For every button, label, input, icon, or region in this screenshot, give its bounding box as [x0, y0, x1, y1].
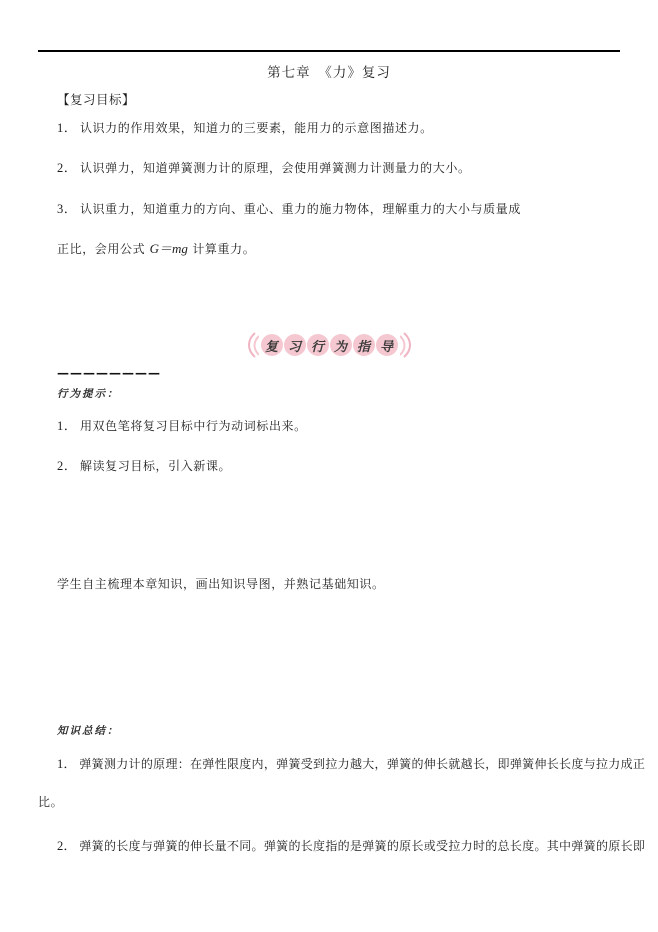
review-goal-item — [57, 160, 471, 176]
review-goal-continuation — [57, 241, 255, 257]
badge-char: 为 — [330, 334, 352, 356]
review-goal-item — [57, 120, 433, 136]
page-title: 第七章 《力》复习 — [267, 65, 391, 81]
item-text: 认识力的作用效果，知道力的三要素，能用力的示意图描述力。 — [79, 121, 433, 135]
behavior-tip-item — [57, 418, 307, 434]
review-goal-item — [57, 201, 521, 217]
item-text: 认识重力，知道重力的方向、重心、重力的施力物体，理解重力的大小与质量成 — [79, 202, 521, 216]
badge-char: 导 — [376, 334, 398, 356]
badge-char: 指 — [353, 334, 375, 356]
badge-char: 复 — [261, 334, 283, 356]
behavior-tips-heading: 行为提示： — [57, 388, 120, 400]
knowledge-summary-heading: 知识总结： — [57, 725, 120, 737]
dashed-divider: ———————— — [57, 366, 161, 380]
badge-right-flourish-icon — [400, 330, 414, 360]
knowledge-summary-item-wrap: 比。 — [38, 795, 64, 809]
behavior-tip-item — [57, 458, 231, 474]
item-text: 用双色笔将复习目标中行为动词标出来。 — [79, 419, 307, 433]
item-number: 1． — [57, 121, 77, 135]
continuation-post: 计算重力。 — [187, 242, 256, 256]
knowledge-summary-item — [57, 838, 645, 854]
badge-char: 习 — [284, 334, 306, 356]
item-number: 2． — [57, 161, 77, 175]
item-text: 弹簧的长度与弹簧的伸长量不同。弹簧的长度指的是弹簧的原长或受拉力时的总长度。其中弹簧的原长即 — [79, 839, 646, 853]
badge-left-flourish-icon — [245, 330, 259, 360]
student-task-line: 学生自主梳理本章知识，画出知识导图，并熟记基础知识。 — [57, 577, 385, 591]
item-number: 3． — [57, 202, 77, 216]
item-number: 1． — [57, 757, 77, 771]
top-rule — [38, 50, 620, 52]
item-number: 2． — [57, 839, 77, 853]
gravity-formula: G＝mg — [149, 241, 188, 256]
item-text: 认识弹力，知道弹簧测力计的原理，会使用弹簧测力计测量力的大小。 — [79, 161, 471, 175]
item-text: 解读复习目标，引入新课。 — [79, 459, 232, 473]
review-guidance-badge — [0, 330, 658, 360]
continuation-pre: 正比，会用公式 — [57, 242, 150, 256]
badge-char: 行 — [307, 334, 329, 356]
knowledge-summary-item — [57, 756, 645, 772]
item-number: 1． — [57, 419, 77, 433]
item-text: 弹簧测力计的原理：在弹性限度内，弹簧受到拉力越大，弹簧的伸长就越长，即弹簧伸长长度与拉力成正 — [79, 757, 646, 771]
review-goals-heading: 【复习目标】 — [57, 92, 136, 107]
item-number: 2． — [57, 459, 77, 473]
